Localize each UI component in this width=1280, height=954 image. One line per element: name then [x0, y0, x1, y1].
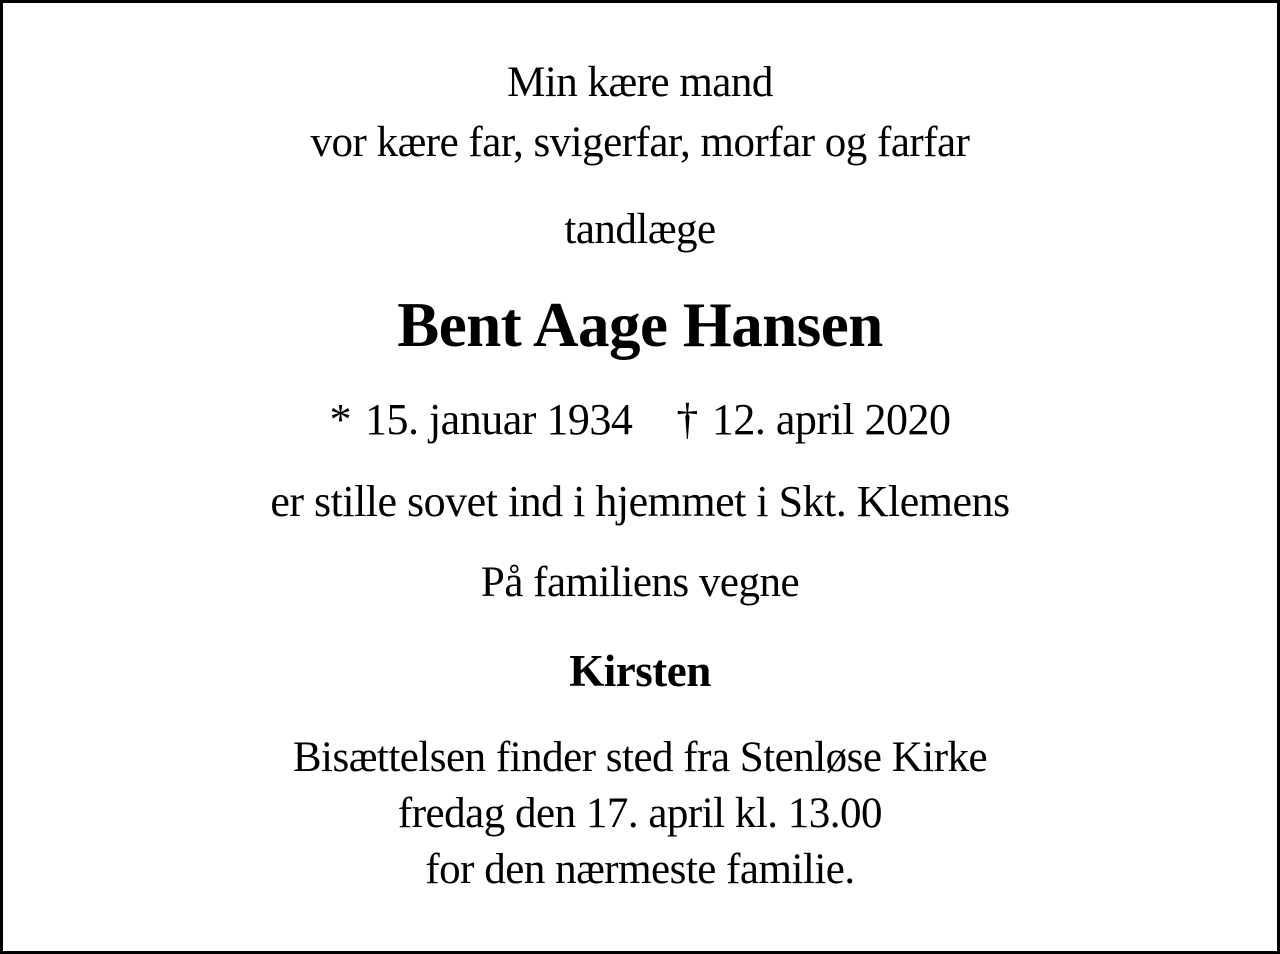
- ceremony-line-3: for den nærmeste familie.: [425, 846, 855, 893]
- dedication-block: [3, 53, 1277, 173]
- born-star-symbol: *: [329, 395, 351, 444]
- on-behalf-line: På familiens vegne: [480, 559, 800, 606]
- dedication-line-2: vor kære far, svigerfar, morfar og farfar: [310, 119, 970, 166]
- passing-message: er stille sovet ind i hjemmet i Skt. Klemens: [270, 477, 1010, 526]
- life-dates: [3, 390, 1277, 450]
- death-dagger-symbol: †: [676, 395, 698, 444]
- death-date: [676, 390, 950, 450]
- ceremony-block: [3, 730, 1277, 898]
- ceremony-line-2: fredag den 17. april kl. 13.00: [397, 790, 883, 837]
- birth-date: [329, 390, 632, 450]
- birth-date-text: 15. januar 1934: [364, 395, 633, 444]
- deceased-name: Bent Aage Hansen: [397, 290, 883, 360]
- dedication-line-1: Min kære mand: [507, 59, 773, 106]
- ceremony-line-1: Bisættelsen finder sted fra Stenløse Kirke: [292, 734, 988, 781]
- signature-name: Kirsten: [569, 646, 711, 696]
- profession-label: tandlæge: [564, 206, 716, 253]
- death-date-text: 12. april 2020: [711, 395, 951, 444]
